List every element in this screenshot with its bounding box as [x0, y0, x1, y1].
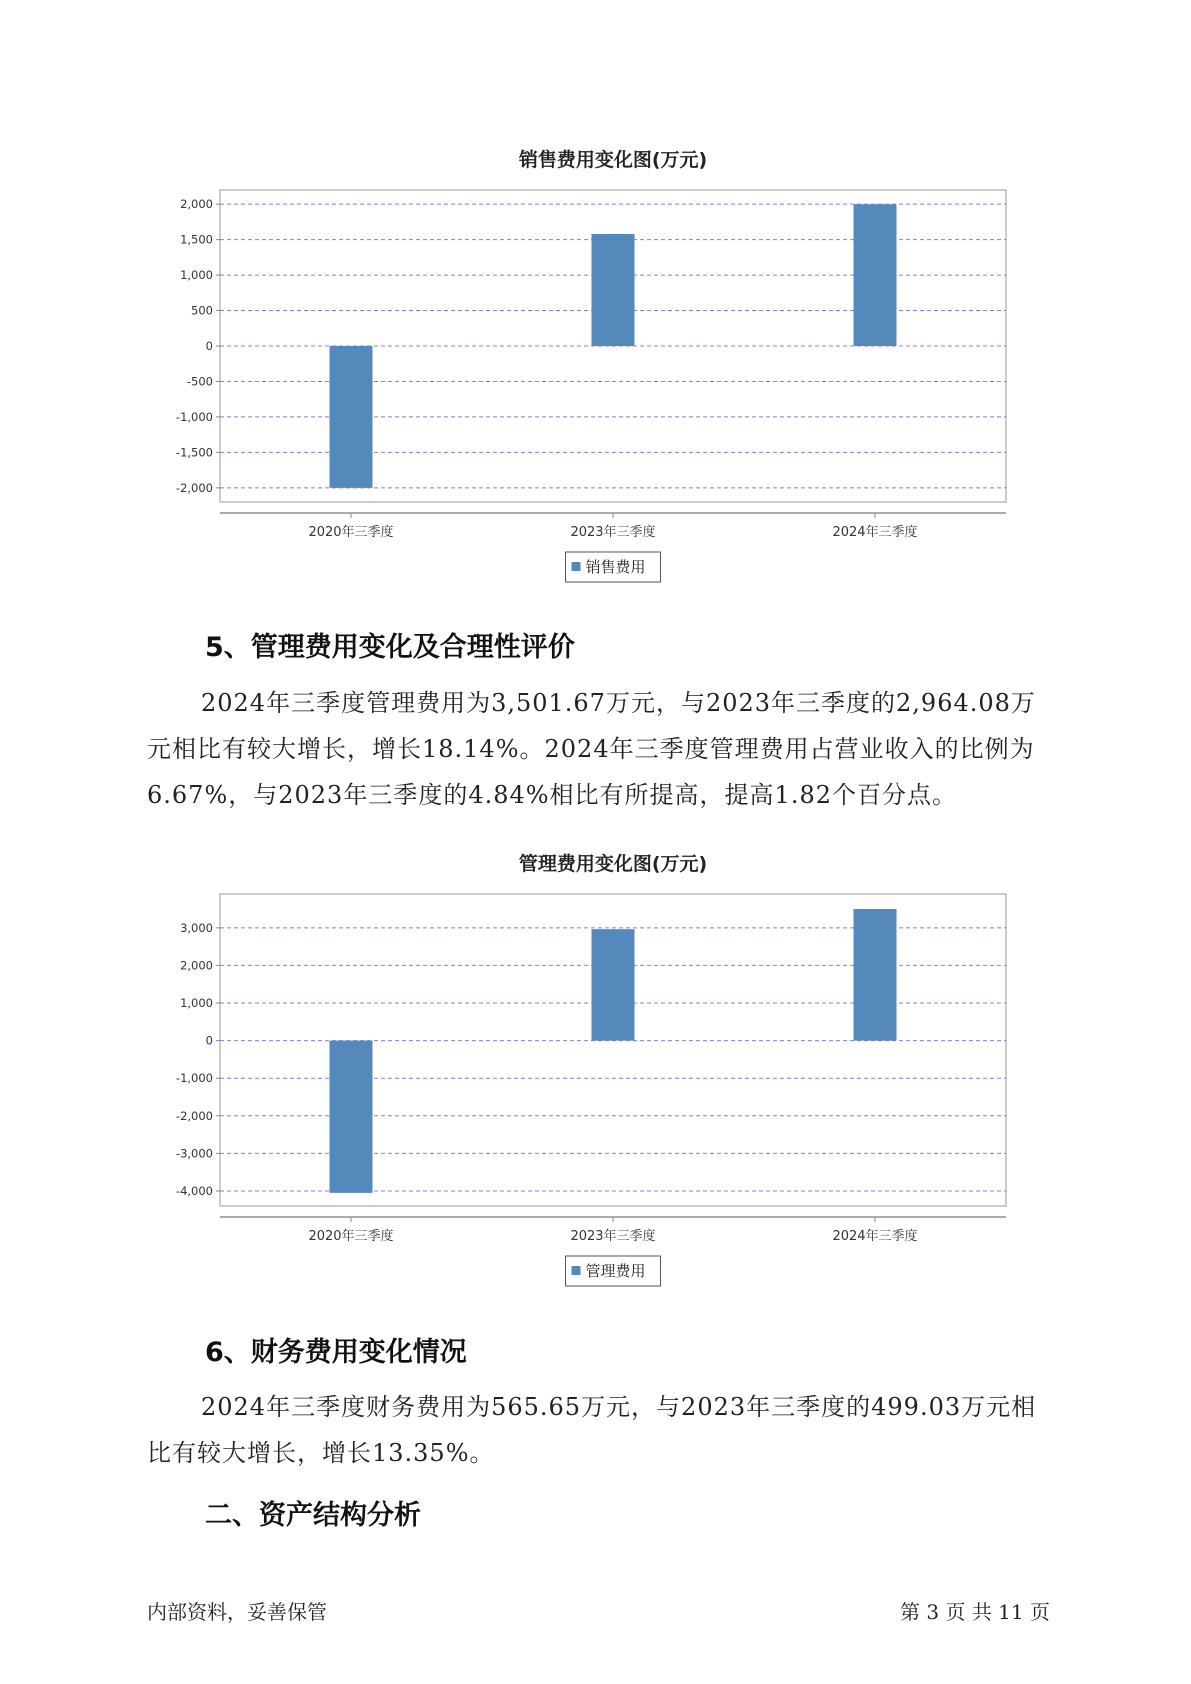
bar: [330, 1041, 373, 1193]
section-6-heading: 6、财务费用变化情况: [205, 1337, 467, 1368]
chart-title: 管理费用变化图(万元): [518, 853, 708, 875]
x-tick-label: 2023年三季度: [570, 525, 656, 540]
x-tick-label: 2024年三季度: [832, 1229, 918, 1244]
section-2-heading: 二、资产结构分析: [205, 1500, 421, 1531]
chart-svg: [0, 130, 1191, 600]
y-tick-label: -500: [186, 374, 213, 389]
y-tick-label: 0: [205, 339, 213, 353]
y-tick-label: 2,000: [180, 958, 213, 973]
y-tick-label: 1,500: [180, 232, 213, 247]
bar: [854, 204, 897, 346]
chart-title: 销售费用变化图(万元): [518, 149, 708, 171]
x-tick-label: 2020年三季度: [308, 525, 394, 540]
y-tick-label: 2,000: [180, 197, 213, 212]
x-tick-label: 2024年三季度: [832, 525, 918, 540]
bar: [330, 346, 373, 488]
footer-page-number: 第 3 页 共 11 页: [900, 1600, 1050, 1624]
y-tick-label: -1,000: [175, 409, 213, 424]
x-tick-label: 2023年三季度: [570, 1229, 656, 1244]
bar: [592, 929, 635, 1040]
y-tick-label: -3,000: [175, 1146, 213, 1161]
bar: [854, 909, 897, 1041]
legend-label: 管理费用: [585, 1262, 646, 1280]
x-tick-label: 2020年三季度: [308, 1229, 394, 1244]
section-5-heading: 5、管理费用变化及合理性评价: [205, 632, 575, 663]
y-tick-label: -1,500: [175, 445, 213, 460]
legend-swatch: [572, 562, 581, 571]
y-tick-label: 1,000: [180, 996, 213, 1011]
legend-swatch: [572, 1266, 581, 1275]
admin-expense-chart: [0, 834, 1191, 1304]
section-5-paragraph: 2024年三季度管理费用为3,501.67万元，与2023年三季度的2,964.08万元相比有较大增长，增长18.14%。2024年三季度管理费用占营业收入的比例为6.67%，与2023年三季度的4.84%相比有所提高，提高1.82个百分点。: [147, 689, 1036, 809]
bar: [592, 234, 635, 346]
legend-label: 销售费用: [585, 558, 646, 576]
y-tick-label: -4,000: [175, 1183, 213, 1198]
chart-svg: [0, 834, 1191, 1304]
y-tick-label: 1,000: [180, 268, 213, 283]
y-tick-label: -1,000: [175, 1071, 213, 1086]
y-tick-label: -2,000: [175, 1108, 213, 1123]
sales-expense-chart: [0, 130, 1191, 600]
y-tick-label: 3,000: [180, 920, 213, 935]
y-tick-label: 0: [205, 1033, 213, 1048]
section-6-paragraph: 2024年三季度财务费用为565.65万元，与2023年三季度的499.03万元相比有较大增长，增长13.35%。: [147, 1393, 1037, 1467]
y-tick-label: 500: [191, 303, 213, 318]
y-tick-label: -2,000: [175, 480, 213, 495]
footer-confidential-note: 内部资料，妥善保管: [147, 1600, 327, 1624]
